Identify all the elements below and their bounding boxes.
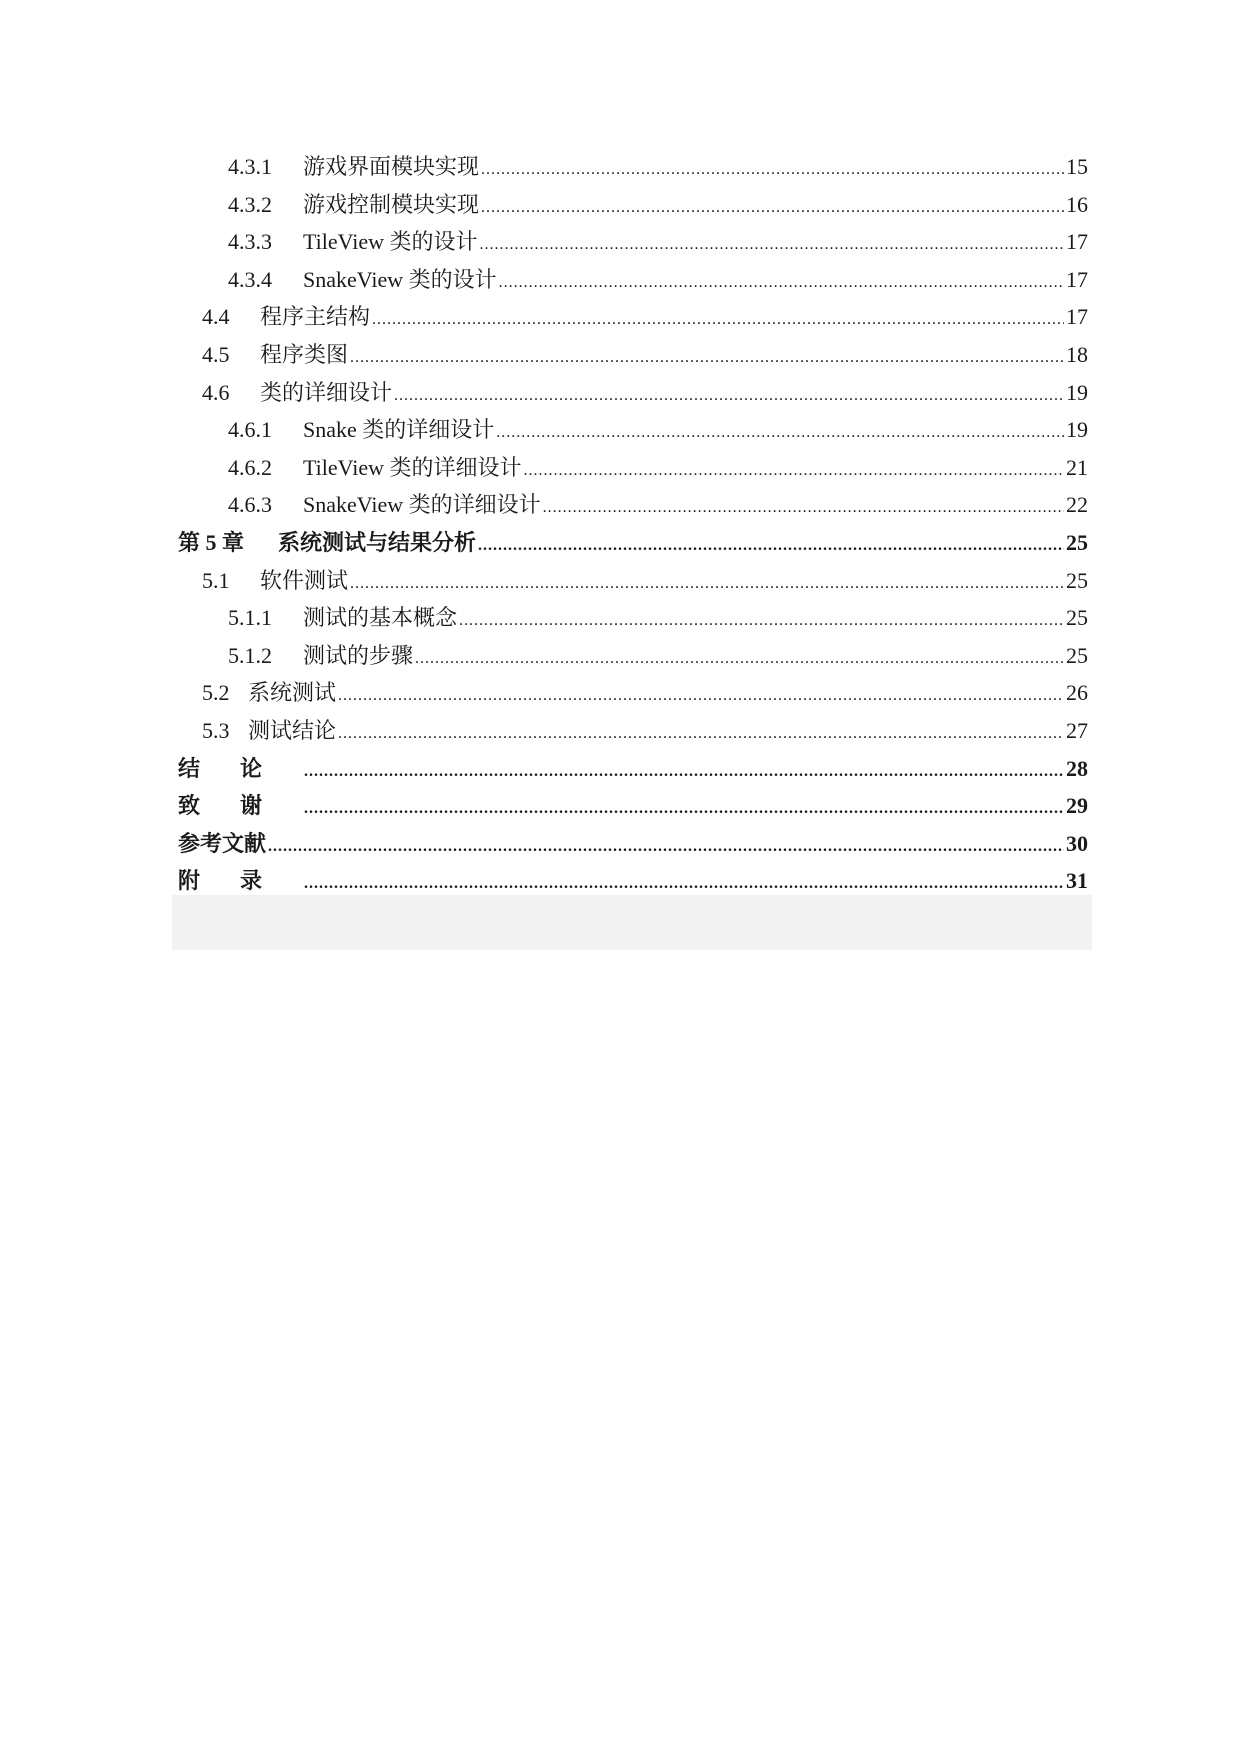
toc-entry-title: TileView 类的设计 [303, 229, 478, 255]
toc-entry-page: 30 [1066, 830, 1088, 856]
dot-leader [524, 452, 1065, 490]
toc-entry-page: 17 [1066, 266, 1088, 292]
toc-entry-title: 致谢 [178, 793, 303, 819]
toc-entry-number: 4.3.3 [228, 229, 272, 255]
toc-entry-title: 游戏控制模块实现 [303, 191, 480, 217]
dot-leader [350, 339, 1064, 377]
toc-entry-page: 17 [1066, 304, 1088, 330]
toc-entry-title: 系统测试与结果分析 [278, 529, 477, 555]
toc-entry[interactable] [178, 562, 1088, 600]
toc-entry-page: 16 [1066, 191, 1088, 217]
toc-entry-page: 15 [1066, 154, 1088, 179]
toc-entry-number: 4.5 [202, 341, 230, 367]
toc-entry-title: 系统测试 [248, 680, 337, 706]
toc-entry[interactable] [178, 599, 1088, 637]
toc-entry-title: 类的详细设计 [260, 379, 393, 405]
toc-entry-number: 4.6.1 [228, 417, 272, 443]
toc-entry[interactable] [178, 411, 1088, 449]
table-of-contents [178, 148, 1088, 900]
toc-entry-number: 5.1.2 [228, 642, 272, 668]
toc-entry-page: 27 [1066, 717, 1088, 743]
toc-entry-title: 结论 [178, 755, 303, 781]
toc-entry-number: 4.6 [202, 379, 230, 405]
dot-leader [350, 565, 1064, 603]
toc-entry-page: 22 [1066, 492, 1088, 518]
toc-entry[interactable] [178, 449, 1088, 487]
toc-entry-page: 25 [1066, 567, 1088, 593]
dot-leader [304, 790, 1064, 828]
toc-entry-page: 25 [1066, 605, 1088, 631]
toc-entry-number: 4.6.2 [228, 454, 272, 480]
toc-entry[interactable] [178, 637, 1088, 675]
toc-entry-title: 测试的基本概念 [303, 605, 458, 631]
toc-entry-page: 19 [1066, 379, 1088, 405]
toc-entry-number: 4.3.1 [228, 154, 272, 179]
empty-grey-band [172, 895, 1092, 950]
toc-entry-title: TileView 类的详细设计 [303, 454, 522, 480]
dot-leader [481, 189, 1064, 227]
toc-entry-page: 25 [1066, 642, 1088, 668]
toc-entry-number: 4.6.3 [228, 492, 272, 518]
toc-entry-title: 程序类图 [260, 341, 349, 367]
toc-entry-page: 25 [1066, 529, 1088, 555]
toc-chapter-entry[interactable] [178, 524, 1088, 562]
toc-entry-number: 4.3.4 [228, 266, 272, 292]
toc-entry[interactable] [178, 712, 1088, 750]
toc-entry-title: SnakeView 类的设计 [303, 266, 497, 292]
toc-entry-title: 参考文献 [178, 830, 267, 856]
dot-leader [304, 753, 1064, 791]
dot-leader [480, 226, 1065, 264]
toc-entry-page: 19 [1066, 417, 1088, 443]
toc-entry-page: 18 [1066, 341, 1088, 367]
dot-leader [543, 489, 1064, 527]
dot-leader [394, 377, 1064, 415]
dot-leader [415, 640, 1064, 678]
toc-entry[interactable] [178, 223, 1088, 261]
toc-entry[interactable] [178, 261, 1088, 299]
toc-entry-number: 5.3 [202, 717, 230, 743]
toc-entry-page: 28 [1066, 755, 1088, 781]
toc-entry[interactable] [178, 336, 1088, 374]
dot-leader [338, 677, 1064, 715]
dot-leader [478, 527, 1064, 565]
toc-entry[interactable] [178, 148, 1088, 186]
toc-entry-number: 5.2 [202, 680, 230, 706]
toc-entry-number: 5.1 [202, 567, 230, 593]
toc-entry-title: 游戏界面模块实现 [303, 154, 480, 179]
dot-leader [499, 264, 1064, 302]
toc-entry-number: 5.1.1 [228, 605, 272, 631]
toc-entry-title: 测试的步骤 [303, 642, 414, 668]
toc-entry-title: SnakeView 类的详细设计 [303, 492, 541, 518]
toc-entry-title: 程序主结构 [260, 304, 371, 330]
toc-entry-number: 第 5 章 [178, 529, 245, 555]
toc-entry-number: 4.4 [202, 304, 230, 330]
toc-entry-page: 21 [1066, 454, 1088, 480]
toc-chapter-entry[interactable] [178, 825, 1088, 863]
toc-entry-page: 26 [1066, 680, 1088, 706]
toc-entry-number: 4.3.2 [228, 191, 272, 217]
dot-leader [496, 414, 1064, 452]
toc-entry-page: 31 [1066, 868, 1088, 894]
toc-entry-page: 17 [1066, 229, 1088, 255]
toc-entry[interactable] [178, 486, 1088, 524]
toc-entry[interactable] [178, 298, 1088, 336]
dot-leader [268, 828, 1064, 866]
dot-leader [459, 602, 1064, 640]
dot-leader [338, 715, 1064, 753]
toc-entry-title: Snake 类的详细设计 [303, 417, 495, 443]
toc-entry[interactable] [178, 186, 1088, 224]
toc-chapter-entry[interactable] [178, 787, 1088, 825]
dot-leader [372, 301, 1064, 339]
toc-entry-title: 附录 [178, 868, 303, 894]
toc-entry-page: 29 [1066, 793, 1088, 819]
toc-chapter-entry[interactable] [178, 750, 1088, 788]
toc-entry-title: 测试结论 [248, 717, 337, 743]
toc-entry-title: 软件测试 [260, 567, 349, 593]
toc-entry[interactable] [178, 374, 1088, 412]
dot-leader [481, 151, 1064, 189]
toc-entry[interactable] [178, 674, 1088, 712]
